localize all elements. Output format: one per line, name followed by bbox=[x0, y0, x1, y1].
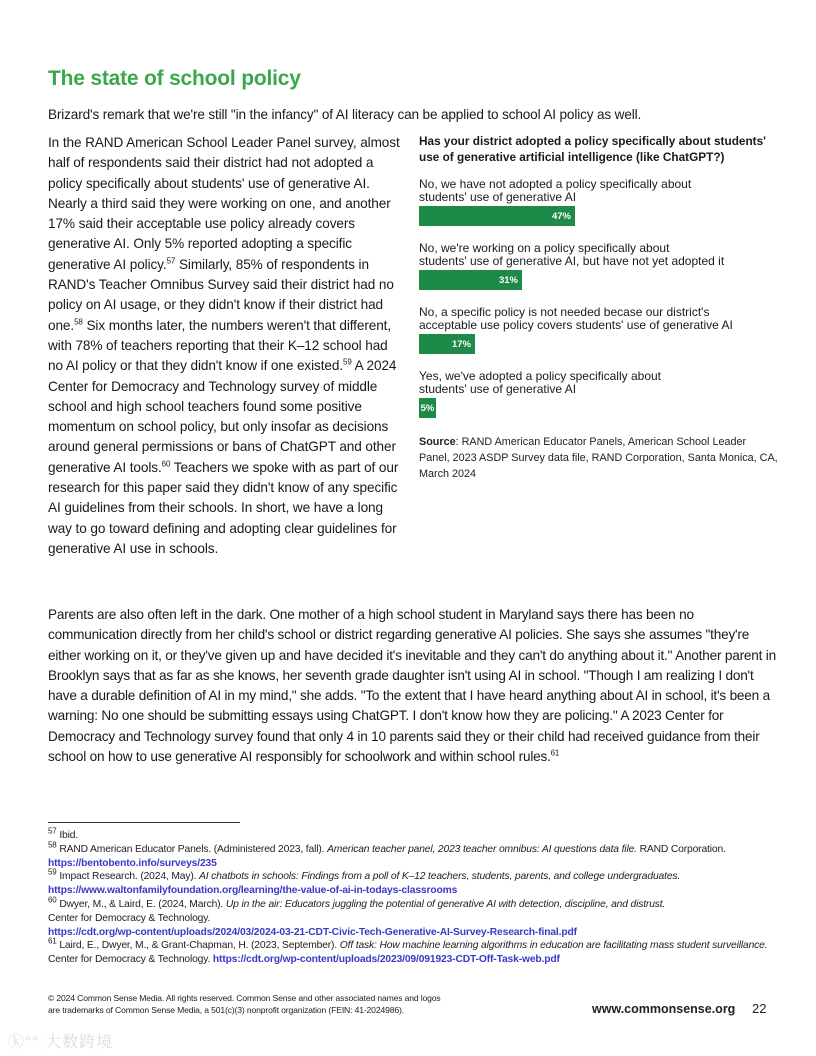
footnote-ref-57[interactable]: 57 bbox=[166, 256, 176, 266]
bar-5: 5% bbox=[419, 398, 436, 418]
text-segment: A 2024 Center for Democracy and Technology survey of middle school and high school teachers found some positive momentum on school policy, but only insofar as decisions around general permissions or bans of ChatGPT and other generative AI tools. bbox=[48, 358, 397, 475]
footnote-60: $^{60}$ Dwyer, M., & Laird, E. (2024, March). Up in the air: Educators juggling the potential of generative AI with detection, discipline, and distrust. Center for Democracy & Technology. https://cdt.org/wp-content/uploads/2024/03/2024-03-21-CDT-Civic-Tech-Generative-AI-Survey-Research-final.pdf bbox=[48, 895, 666, 938]
page-number: 22 bbox=[752, 1001, 767, 1016]
page-title: The state of school policy bbox=[48, 67, 301, 90]
chart-item-not-adopted bbox=[419, 178, 779, 226]
copyright-notice: © 2024 Common Sense Media. All rights reserved. Common Sense and other associated names and logos are trademarks of Common Sense Media, a 501(c)(3) nonprofit organization (FEIN: 41-2024986). bbox=[48, 993, 441, 1015]
left-column-paragraph bbox=[48, 133, 406, 559]
footnote-divider bbox=[48, 822, 240, 823]
footnotes bbox=[48, 826, 778, 967]
chart-label: Yes, we've adopted a policy specifically about students' use of generative AI bbox=[419, 369, 661, 396]
chart-title: Has your district adopted a policy specifically about students' use of generative artificial intelligence (like ChatGPT?) bbox=[419, 134, 766, 164]
bar-17: 17% bbox=[419, 334, 475, 354]
text-segment: Teachers we spoke with as part of our research for this paper said they didn't know of any specific AI guidelines from their schools. In short, we have a long way to go toward defining and adopting clear guidelines for generative AI use in schools. bbox=[48, 459, 399, 556]
footnote-57: $^{57}$ Ibid. bbox=[48, 826, 79, 841]
footnote-61: $^{61}$ Laird, E., Dwyer, M., & Grant-Chapman, H. (2023, September). Off task: How machine learning algorithms in education are facilitating mass student surveillance. Center for Democracy & Technology. https://cdt.org/wp-content/uploads/2023/09/091923-CDT-Off-Task-web.pdf bbox=[48, 936, 768, 966]
chart-item-not-needed bbox=[419, 306, 779, 354]
footnote-58: $^{58}$ RAND American Educator Panels. (Administered 2023, fall). American teacher panel, 2023 teacher omnibus: AI questions data file. RAND Corporation. https://bentobento.info/surveys/235 bbox=[48, 840, 726, 869]
text-segment: Similarly, 85% of respondents in RAND's Teacher Omnibus Survey said their district had no policy on AI usage, or they didn't know if their district had one. bbox=[48, 256, 394, 333]
bar-31: 31% bbox=[419, 270, 522, 290]
footnote-ref-61[interactable]: 61 bbox=[550, 748, 560, 758]
footnote-59-link[interactable]: https://www.waltonfamilyfoundation.org/learning/the-value-of-ai-in-todays-classrooms bbox=[48, 885, 458, 897]
footnote-ref-60[interactable]: 60 bbox=[161, 459, 171, 469]
website-link[interactable]: www.commonsense.org bbox=[592, 1002, 736, 1016]
intro-paragraph: Brizard's remark that we're still "in the infancy" of AI literacy can be applied to school AI policy as well. bbox=[48, 107, 642, 122]
footnote-59: $^{59}$ Impact Research. (2024, May). AI chatbots in schools: Findings from a poll of K–12 teachers, students, parents, and college undergraduates. https://www.waltonfamilyfoundation.org/learning/the-value-of-ai-in-todays-classrooms bbox=[48, 867, 681, 897]
text-segment: Six months later, the numbers weren't that different, with 78% of teachers reporting that their K–12 school had no AI policy or that they didn't know if one existed. bbox=[48, 317, 392, 374]
footnote-60-link[interactable]: https://cdt.org/wp-content/uploads/2024/03/2024-03-21-CDT-Civic-Tech-Generative-AI-Survey-Research-final.pdf bbox=[48, 926, 577, 938]
watermark-logo: ⓚ°° 大数跨境 bbox=[8, 1034, 114, 1051]
chart-label: No, a specific policy is not needed becase our district's acceptable use policy covers students' use of generative AI bbox=[419, 305, 733, 332]
policy-bar-chart bbox=[419, 133, 779, 482]
chart-item-working-on bbox=[419, 242, 779, 290]
footnote-61-link[interactable]: https://cdt.org/wp-content/uploads/2023/09/091923-CDT-Off-Task-web.pdf bbox=[212, 954, 560, 966]
text-segment: In the RAND American School Leader Panel survey, almost half of respondents said their district had not adopted a policy specifically about students' use of generative AI. Nearly a third said they were working on one, and another 17% said their acceptable use policy already covers generative AI. Only 5% reported adopting a specific generative AI policy. bbox=[48, 135, 400, 272]
parents-paragraph: Parents are also often left in the dark. One mother of a high school student in Maryland says there has been no communication directly from her child's school or district regarding generative AI policies. She says she assumes "they're either working on it, or they've given up and have decided it's inevitable and they can't do anything about it." Another parent in Brooklyn says that as far as she knows, her seventh grade daughter isn't using AI in school. "Though I am realizing I don't have a durable definition of AI in my mind," she adds. "To the extent that I have heard anything about AI in school, it's been a warning: No one should be submitting essays using ChatGPT. I don't know how they are policing." A 2023 Center for Democracy and Technology survey found that only 4 in 10 parents said they or their child had received guidance from their school on how to use generative AI responsibly for schoolwork and within school rules.$^{61}$ bbox=[48, 607, 776, 765]
footnote-ref-58[interactable]: 58 bbox=[74, 317, 83, 327]
chart-label: No, we have not adopted a policy specifically about students' use of generative AI bbox=[419, 177, 692, 204]
chart-source: Source: RAND American Educator Panels, American School Leader Panel, 2023 ASDP Survey data file, RAND Corporation, Santa Monica, CA, March 2024 bbox=[419, 436, 778, 480]
chart-item-adopted bbox=[419, 370, 779, 418]
footnote-58-link[interactable]: https://bentobento.info/surveys/235 bbox=[48, 857, 217, 869]
bar-47: 47% bbox=[419, 206, 575, 226]
footnote-ref-59[interactable]: 59 bbox=[343, 357, 352, 367]
chart-label: No, we're working on a policy specifically about students' use of generative AI, but have not yet adopted it bbox=[419, 241, 725, 268]
